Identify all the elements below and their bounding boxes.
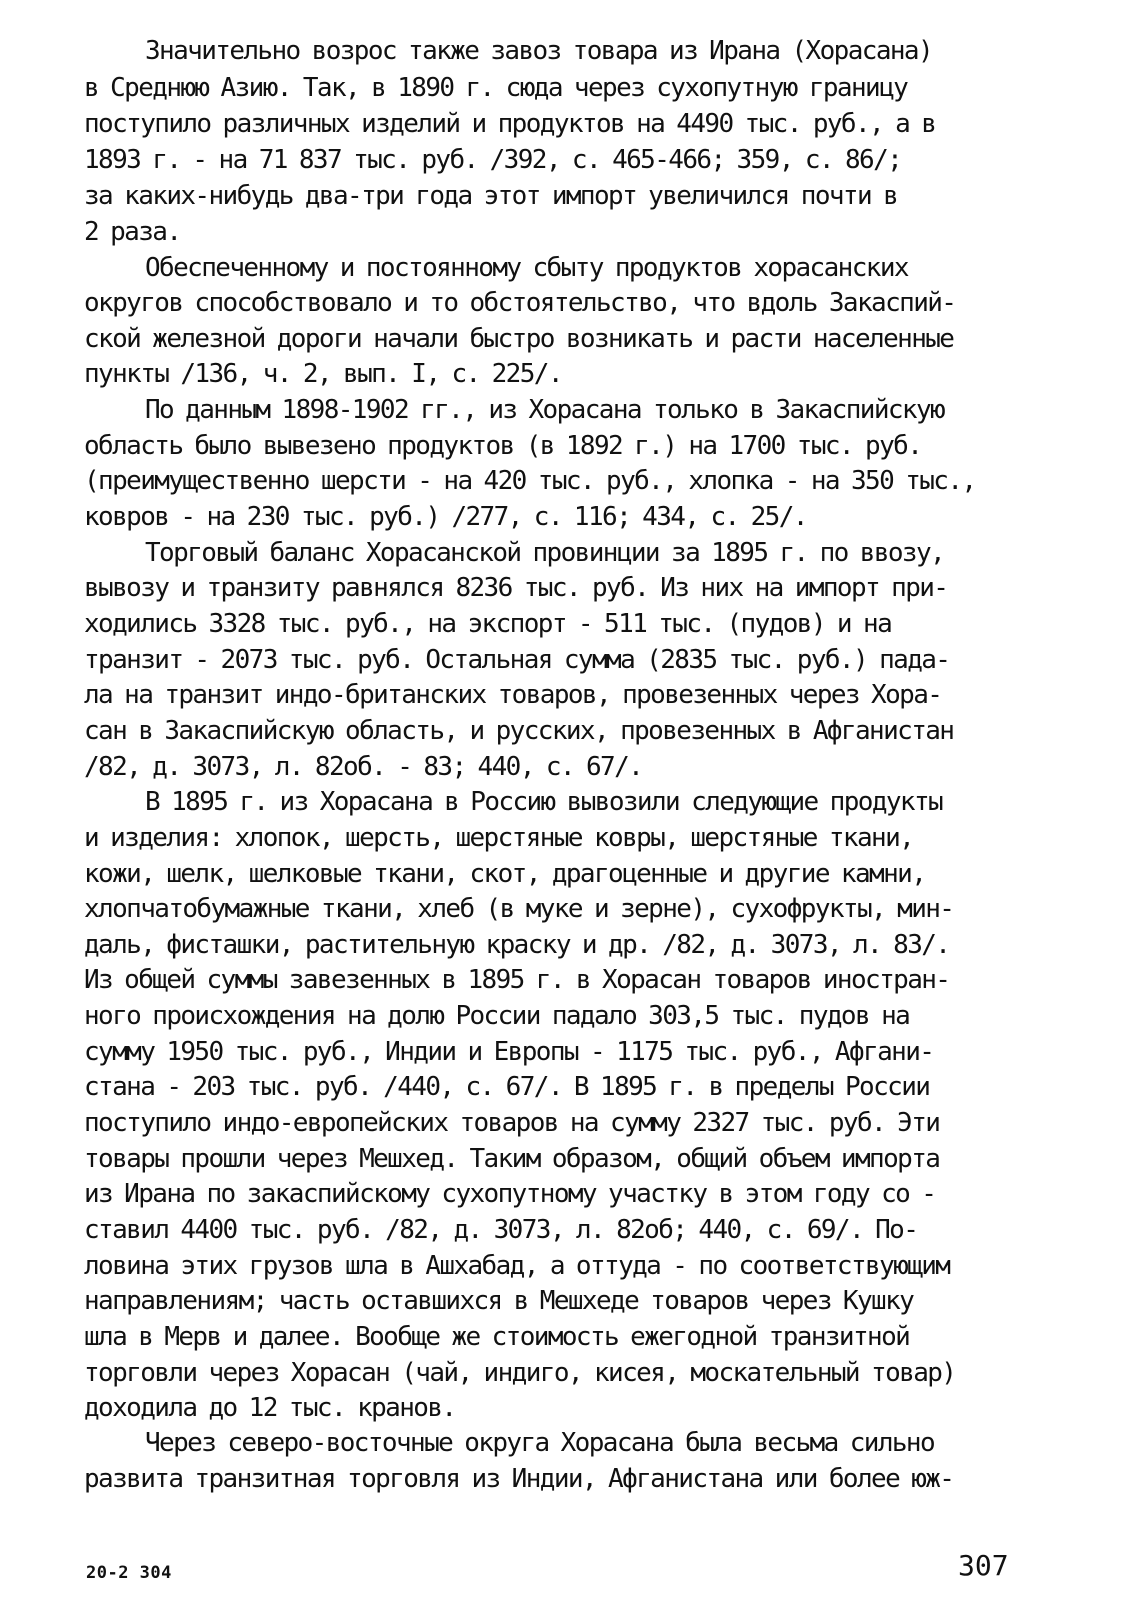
text-line: хлопчатобумажные ткани, хлеб (в муке и зерне), сухофрукты, мин- bbox=[84, 894, 954, 924]
text-line: сан в Закаспийскую область, и русских, провезенных в Афганистан bbox=[84, 716, 954, 746]
text-line: В 1895 г. из Хорасана в Россию вывозили следующие продукты bbox=[145, 787, 943, 817]
text-line: вывозу и транзиту равнялся 8236 тыс. руб. Из них на импорт при- bbox=[84, 573, 948, 603]
text-line: развита транзитная торговля из Индии, Афганистана или более юж- bbox=[84, 1464, 954, 1494]
text-line: торговли через Хорасан (чай, индиго, кисея, москательный товар) bbox=[84, 1358, 956, 1388]
text-line: округов способствовало и то обстоятельство, что вдоль Закаспий- bbox=[84, 288, 956, 318]
text-line: поступило различных изделий и продуктов на 4490 тыс. руб., а в bbox=[84, 109, 936, 139]
text-line: ской железной дороги начали быстро возникать и расти населенные bbox=[84, 324, 954, 354]
text-line: 2 раза. bbox=[84, 217, 181, 247]
text-line: и изделия: хлопок, шерсть, шерстяные ковры, шерстяные ткани, bbox=[84, 823, 914, 853]
text-line: Через северо-восточные округа Хорасана была весьма сильно bbox=[145, 1428, 935, 1458]
text-line: за каких-нибудь два-три года этот импорт увеличился почти в bbox=[84, 181, 898, 211]
text-line: из Ирана по закаспийскому сухопутному участку в этом году со - bbox=[84, 1179, 936, 1209]
text-line: Торговый баланс Хорасанской провинции за 1895 г. по ввозу, bbox=[145, 538, 945, 568]
footer-code: 20-2 304 bbox=[86, 1563, 172, 1583]
text-line: ла на транзит индо-британских товаров, провезенных через Хора- bbox=[84, 680, 942, 710]
text-line: шла в Мерв и далее. Вообще же стоимость ежегодной транзитной bbox=[84, 1322, 910, 1352]
text-line: ного происхождения на долю России падало 303,5 тыс. пудов на bbox=[84, 1001, 910, 1031]
text-line: товары прошли через Мешхед. Таким образом, общий объем импорта bbox=[84, 1144, 940, 1174]
text-line: доходила до 12 тыс. кранов. bbox=[84, 1393, 456, 1423]
page-number: 307 bbox=[958, 1549, 1009, 1582]
text-line: направлениям; часть оставшихся в Мешхеде товаров через Кушку bbox=[84, 1286, 914, 1316]
text-line: ковров - на 230 тыс. руб.) /277, с. 116; 434, с. 25/. bbox=[84, 502, 807, 532]
text-line: /82, д. 3073, л. 82об. - 83; 440, с. 67/. bbox=[84, 752, 643, 782]
text-line: сумму 1950 тыс. руб., Индии и Европы - 1175 тыс. руб., Афгани- bbox=[84, 1037, 934, 1067]
text-line: в Среднюю Азию. Так, в 1890 г. сюда через сухопутную границу bbox=[84, 73, 908, 103]
text-line: стана - 203 тыс. руб. /440, с. 67/. В 1895 г. в пределы России bbox=[84, 1072, 930, 1102]
text-line: ставил 4400 тыс. руб. /82, д. 3073, л. 82об; 440, с. 69/. По- bbox=[84, 1215, 918, 1245]
text-line: (преимущественно шерсти - на 420 тыс. руб., хлопка - на 350 тыс., bbox=[84, 466, 976, 496]
text-line: Из общей суммы завезенных в 1895 г. в Хорасан товаров иностран- bbox=[84, 965, 950, 995]
text-line: кожи, шелк, шелковые ткани, скот, драгоценные и другие камни, bbox=[84, 859, 926, 889]
text-line: По данным 1898-1902 гг., из Хорасана только в Закаспийскую bbox=[145, 395, 945, 425]
text-line: Значительно возрос также завоз товара из Ирана (Хорасана) bbox=[145, 36, 933, 66]
text-line: транзит - 2073 тыс. руб. Остальная сумма (2835 тыс. руб.) пада- bbox=[84, 645, 950, 675]
text-line: 1893 г. - на 71 837 тыс. руб. /392, с. 465-466; 359, с. 86/; bbox=[84, 145, 902, 175]
text-line: поступило индо-европейских товаров на сумму 2327 тыс. руб. Эти bbox=[84, 1108, 940, 1138]
text-line: Обеспеченному и постоянному сбыту продуктов хорасанских bbox=[145, 253, 908, 283]
text-line: ходились 3328 тыс. руб., на экспорт - 511 тыс. (пудов) и на bbox=[84, 609, 892, 639]
text-line: ловина этих грузов шла в Ашхабад, а оттуда - по соответствующим bbox=[84, 1251, 950, 1281]
text-line: область было вывезено продуктов (в 1892 г.) на 1700 тыс. руб. bbox=[84, 431, 922, 461]
text-line: даль, фисташки, растительную краску и др. /82, д. 3073, л. 83/. bbox=[84, 930, 950, 960]
text-line: пункты /136, ч. 2, вып. I, с. 225/. bbox=[84, 359, 562, 389]
